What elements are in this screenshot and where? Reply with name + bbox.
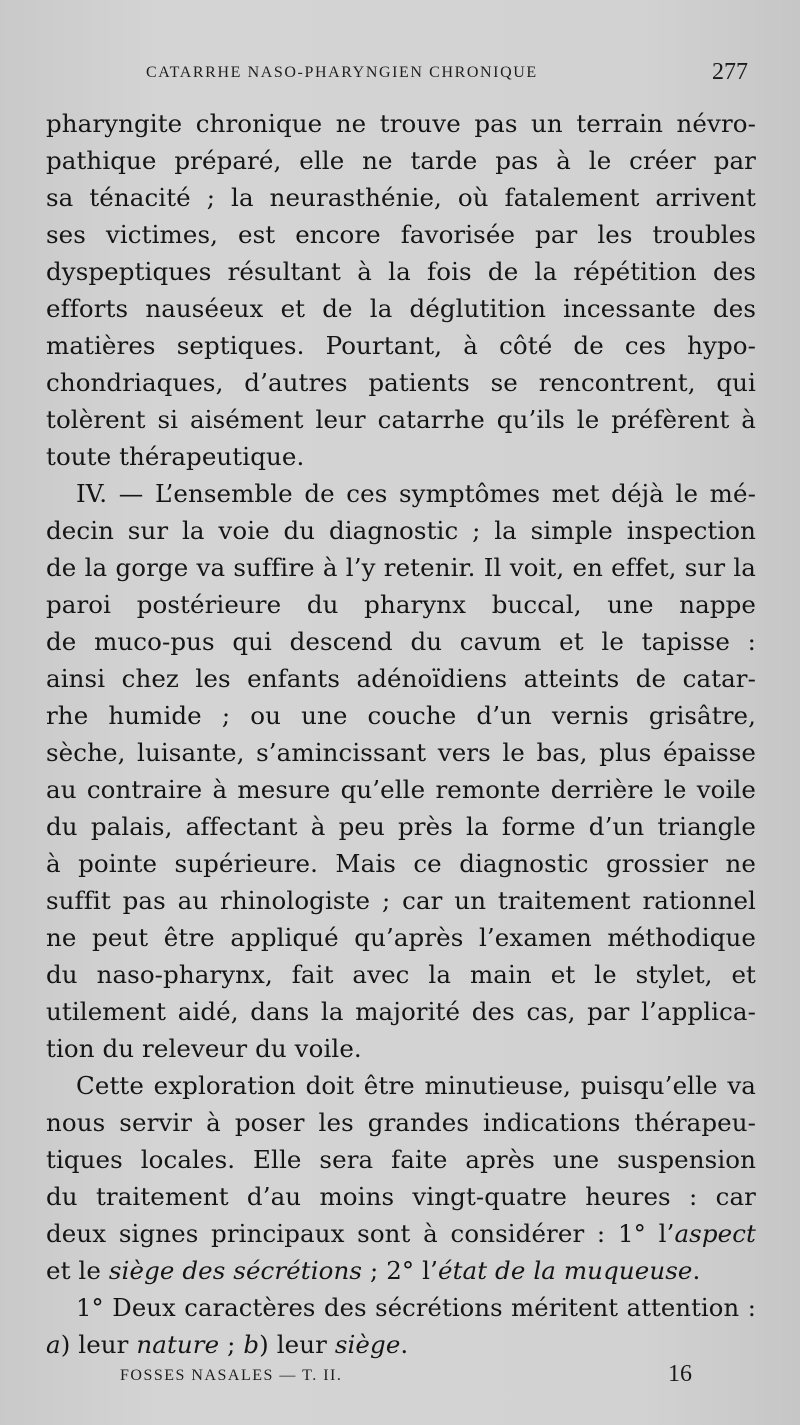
text-span: . (400, 1330, 409, 1359)
text-line: efforts nauséeux et de la déglutition incessante des (46, 294, 756, 323)
text-line: sèche, luisante, s’amincissant vers le bas, plus épaisse (46, 738, 756, 767)
page-footer (120, 1361, 700, 1397)
text-line: decin sur la voie du diagnostic ; la simple inspection (46, 516, 756, 545)
text-line: du palais, affectant à peu près la forme d’un triangle (46, 812, 756, 841)
page-header (146, 59, 756, 92)
text-line: de muco-pus qui descend du cavum et le tapisse : (46, 627, 756, 656)
text-line: dyspeptiques résultant à la fois de la répétition des (46, 257, 756, 286)
text-line (46, 1215, 756, 1252)
signature-mark: FOSSES NASALES — T. II. (120, 1367, 343, 1384)
text-line: IV. — L’ensemble de ces symptômes met déjà le mé- (76, 479, 756, 508)
text-line: du naso-pharynx, fait avec la main et le stylet, et (46, 960, 756, 989)
text-line: pathique préparé, elle ne tarde pas à le créer par (46, 146, 756, 175)
text-line: pharyngite chronique ne trouve pas un terrain névro- (46, 109, 756, 138)
text-line: paroi postérieure du pharynx buccal, une nappe (46, 590, 756, 619)
text-span: ) leur (259, 1330, 335, 1359)
text-line: utilement aidé, dans la majorité des cas, par l’applica- (46, 997, 756, 1026)
italic-text: état de la muqueuse (437, 1256, 693, 1285)
text-line: ne peut être appliqué qu’après l’examen méthodique (46, 923, 756, 952)
text-span: et le (46, 1256, 109, 1285)
text-line (46, 1252, 756, 1289)
italic-text: b (243, 1330, 260, 1359)
text-line: matières septiques. Pourtant, à côté de ces hypo- (46, 331, 756, 360)
text-line: au contraire à mesure qu’elle remonte derrière le voile (46, 775, 756, 804)
italic-text: aspect (674, 1219, 756, 1248)
text-span: . (692, 1256, 701, 1285)
italic-text: a (46, 1330, 61, 1359)
text-line: à pointe supérieure. Mais ce diagnostic grossier ne (46, 849, 756, 878)
text-line (46, 1326, 756, 1363)
text-line: ainsi chez les enfants adénoïdiens atteints de catar- (46, 664, 756, 693)
text-line: tiques locales. Elle sera faite après une suspension (46, 1145, 756, 1174)
sheet-number: 16 (668, 1361, 692, 1387)
text-line: chondriaques, d’autres patients se rencontrent, qui (46, 368, 756, 397)
text-line: sa ténacité ; la neurasthénie, où fatalement arrivent (46, 183, 756, 212)
text-line: nous servir à poser les grandes indications thérapeu- (46, 1108, 756, 1137)
text-line: ses victimes, est encore favorisée par les troubles (46, 220, 756, 249)
italic-text: siège des sécrétions (108, 1256, 363, 1285)
text-line: du traitement d’au moins vingt-quatre heures : car (46, 1182, 756, 1211)
text-span: ) leur (60, 1330, 137, 1359)
text-line: de la gorge va suffire à l’y retenir. Il voit, en effet, sur la (46, 553, 756, 582)
italic-text: siège (334, 1330, 401, 1359)
page-number: 277 (712, 59, 748, 85)
text-line: rhe humide ; ou une couche d’un vernis grisâtre, (46, 701, 756, 730)
text-line: 1° Deux caractères des sécrétions méritent attention : (76, 1293, 756, 1322)
text-line: tolèrent si aisément leur catarrhe qu’ils le préfèrent à (46, 405, 756, 434)
text-span: ; 2° l’ (362, 1256, 438, 1285)
text-span: ; (219, 1330, 244, 1359)
text-line: tion du releveur du voile. (46, 1034, 362, 1063)
text-line: suffit pas au rhinologiste ; car un traitement rationnel (46, 886, 756, 915)
running-title: CATARRHE NASO-PHARYNGIEN CHRONIQUE (146, 64, 538, 81)
text-line: toute thérapeutique. (46, 442, 305, 471)
text-line: Cette exploration doit être minutieuse, puisqu’elle va (76, 1071, 756, 1100)
text-span: deux signes principaux sont à considérer : 1° l’ (46, 1219, 675, 1248)
italic-text: nature (136, 1330, 220, 1359)
body-text (46, 105, 756, 1363)
